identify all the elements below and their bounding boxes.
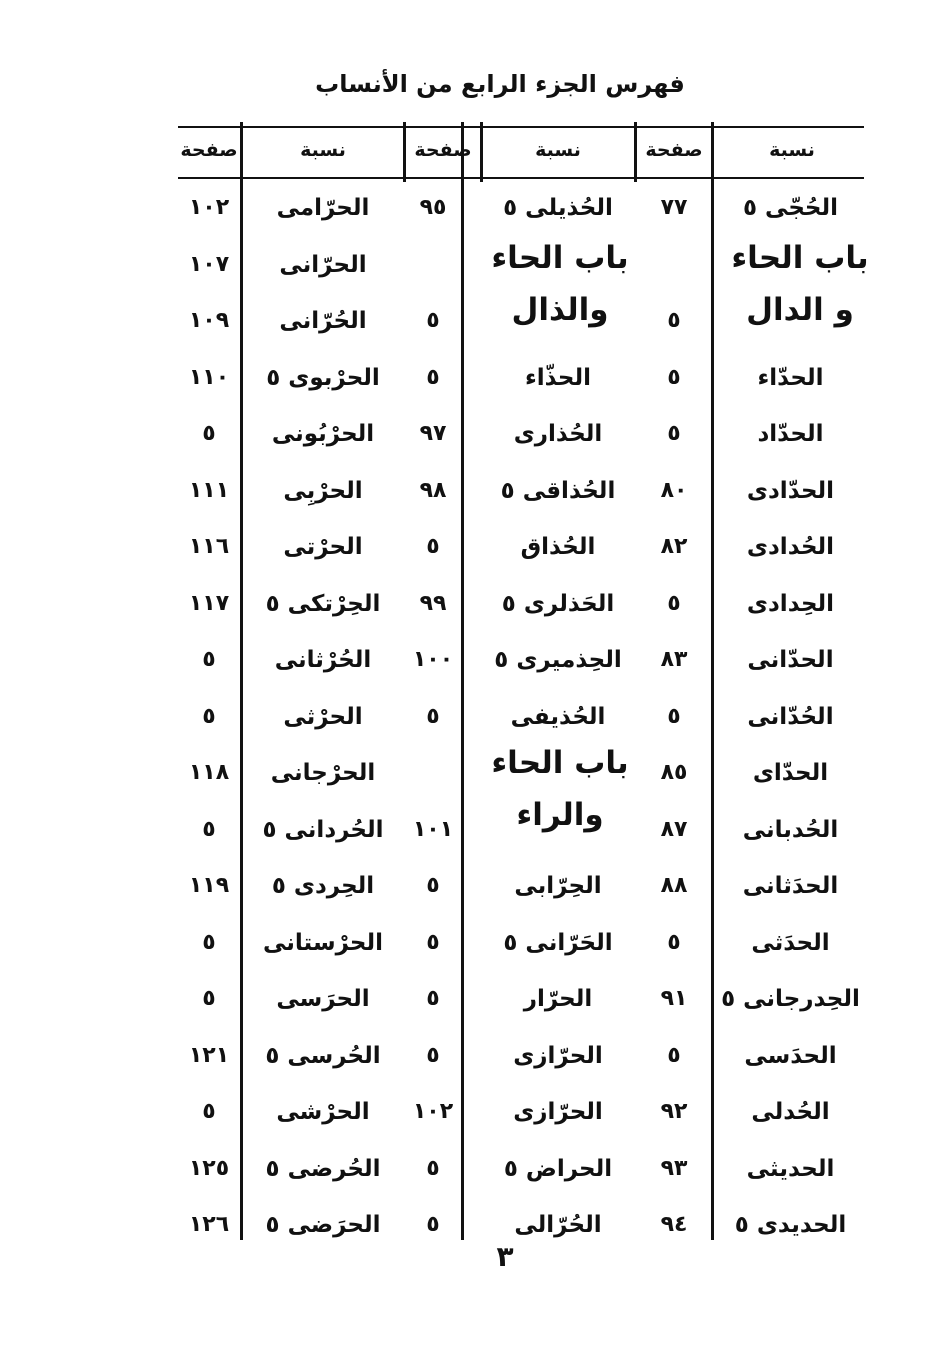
- header-name-col2: نسبة: [535, 139, 581, 161]
- entry-page: ١٠٢: [188, 195, 230, 220]
- entry-name: الحُذارى: [513, 421, 603, 447]
- entry-page: ١٠٠: [412, 647, 454, 672]
- entry-name: الحرْتى: [283, 534, 363, 560]
- entry-page: ٩٩: [419, 590, 447, 616]
- entry-name: الحرْجانى: [270, 760, 376, 786]
- entry-page: [637, 237, 711, 293]
- entry-page: ١١٨: [188, 760, 230, 785]
- section-heading: والذال: [511, 292, 609, 328]
- entry-name: الحِدرجانى ٥: [721, 986, 860, 1012]
- entry-page: ٥: [667, 1042, 681, 1068]
- entry-name: الحرْشى: [276, 1099, 370, 1125]
- entry-page: ١٠٩: [188, 308, 230, 333]
- entry-page: ١١٧: [188, 590, 230, 616]
- entry-page: ٩١: [660, 986, 688, 1011]
- entry-page: ١١٩: [188, 873, 230, 898]
- entry-page: ٥: [667, 590, 681, 616]
- entry-name: الحراض ٥: [503, 1155, 613, 1182]
- page-title: فهرس الجزء الرابع من الأنساب: [315, 70, 685, 98]
- entry-name: الحذّاء: [524, 364, 592, 391]
- entry-page: ٨٨: [660, 873, 688, 898]
- column-divider: [711, 122, 714, 1240]
- top-rule: [178, 126, 864, 128]
- entry-page: ٩٤: [660, 1212, 688, 1237]
- entry-name: الحُذاقى ٥: [500, 477, 616, 504]
- entry-name: الحرْبِى: [283, 477, 363, 504]
- entry-name: الحدّاء: [757, 364, 824, 391]
- entry-page: ٥: [202, 929, 216, 955]
- entry-name: الحديدى ٥: [734, 1212, 847, 1238]
- section-heading: باب الحاء: [731, 240, 869, 276]
- entry-name: الحرْبُونى: [271, 421, 375, 447]
- entry-name: الحرَضى ٥: [265, 1212, 381, 1238]
- entry-page: ٥: [426, 703, 440, 729]
- entry-page: ٥: [426, 308, 440, 333]
- entry-name: الحدَثانى: [742, 873, 839, 899]
- entry-name: الحُدادى: [746, 534, 835, 560]
- entry-name: الحِرّابى: [514, 873, 602, 899]
- entry-page: ٩٨: [419, 477, 447, 503]
- column-divider: [240, 122, 243, 1240]
- entry-page: ٥: [426, 1212, 440, 1237]
- entry-name: الحُدّانى: [747, 703, 834, 730]
- entry-name: الحُذاق: [520, 534, 596, 560]
- entry-name: الحرّازى: [513, 1099, 603, 1125]
- entry-page: ٥: [667, 703, 681, 729]
- entry-page: ٨٠: [660, 477, 688, 503]
- entry-name: الحُرضى ٥: [265, 1155, 381, 1182]
- entry-page: ٥: [426, 364, 440, 390]
- entry-page: ٨٥: [660, 760, 688, 785]
- entry-name: الحدّانى: [747, 647, 834, 673]
- entry-name: الحِدادى: [746, 590, 835, 617]
- entry-name: الحرَسى: [276, 986, 370, 1012]
- entry-name: الحِردى ٥: [271, 873, 375, 899]
- entry-page: ١١١: [188, 477, 230, 503]
- entry-name: الحرْستانى: [263, 929, 383, 956]
- entry-page: ١٠٧: [188, 251, 230, 277]
- entry-page: ٥: [426, 873, 440, 898]
- entry-name: الحِرْتكى ٥: [265, 590, 381, 617]
- entry-name: الحُدبانى: [742, 816, 839, 843]
- entry-page: ١٠١: [412, 816, 454, 842]
- header-page-col1: صفحة: [645, 139, 703, 161]
- section-heading: باب الحاء: [491, 240, 629, 276]
- header-page-col3: صفحة: [180, 139, 238, 161]
- entry-page: ٥: [202, 816, 216, 842]
- entry-page: ١٢٦: [188, 1212, 230, 1237]
- entry-name: الحُردانى ٥: [262, 816, 384, 843]
- entry-name: الحَذلرى ٥: [501, 590, 615, 617]
- entry-page: ٨٢: [660, 534, 688, 559]
- entry-name: الحُذيفى: [510, 703, 606, 730]
- entry-page: [405, 237, 461, 293]
- entry-page: ٥: [426, 1155, 440, 1181]
- page-number: ٣: [496, 1240, 514, 1273]
- entry-page: ١١٠: [188, 364, 230, 390]
- entry-name: الحرْثى: [283, 703, 363, 730]
- entry-name: الحدَسى: [744, 1042, 837, 1069]
- entry-page: ٨٧: [660, 816, 688, 842]
- entry-name: الحرْبوى ٥: [266, 364, 380, 391]
- entry-page: [405, 745, 461, 801]
- entry-page: ١٠٢: [412, 1099, 454, 1124]
- entry-name: الحدَثى: [751, 929, 830, 956]
- header-rule: [178, 177, 864, 179]
- column-divider: [461, 122, 464, 1240]
- section-heading: و الدال: [746, 292, 854, 328]
- entry-page: ٩٣: [660, 1155, 688, 1181]
- entry-name: الحُدلى: [751, 1099, 830, 1125]
- entry-name: الحُذيلى ٥: [503, 195, 613, 221]
- entry-name: الحدّاى: [752, 760, 829, 786]
- entry-page: ٥: [426, 986, 440, 1011]
- entry-page: ٥: [667, 308, 681, 333]
- entry-page: ١٢١: [188, 1042, 230, 1068]
- entry-page: ٥: [202, 703, 216, 729]
- entry-page: ٥: [426, 534, 440, 559]
- entry-page: ٩٧: [419, 421, 447, 446]
- entry-page: ٩٢: [660, 1099, 688, 1124]
- entry-name: الحرّامى: [276, 195, 370, 221]
- entry-page: ٥: [426, 929, 440, 955]
- entry-name: الحَرّانى ٥: [503, 929, 613, 956]
- entry-page: ٥: [667, 364, 681, 390]
- entry-name: الحدّاد: [757, 421, 824, 447]
- entry-page: ٥: [202, 647, 216, 672]
- entry-name: الحُرْثانى: [274, 647, 372, 673]
- entry-name: الحُرسى ٥: [265, 1042, 381, 1069]
- entry-page: ٥: [202, 986, 216, 1011]
- entry-name: الحديثى: [746, 1155, 835, 1182]
- header-page-col2: صفحة: [414, 139, 472, 161]
- entry-name: الحُجّى ٥: [743, 195, 838, 221]
- header-name-col1: نسبة: [769, 139, 815, 161]
- entry-name: الحُرّالى: [514, 1212, 602, 1238]
- header-name-col3: نسبة: [300, 139, 346, 161]
- entry-page: ١١٦: [188, 534, 230, 559]
- entry-name: الحدّادى: [746, 477, 835, 504]
- entry-page: ٥: [667, 421, 681, 446]
- entry-name: الحرّار: [523, 986, 593, 1012]
- entry-page: ٩٥: [419, 195, 447, 220]
- entry-page: ٧٧: [660, 195, 688, 220]
- entry-page: ٨٣: [660, 647, 688, 672]
- entry-name: الحُرّانى: [279, 308, 367, 334]
- entry-name: الحرّازى: [513, 1042, 603, 1069]
- entry-page: ٥: [202, 421, 216, 446]
- section-heading: باب الحاء: [491, 745, 629, 781]
- entry-page: ٥: [667, 929, 681, 955]
- section-heading: والراء: [516, 797, 604, 833]
- entry-page: ٥: [426, 1042, 440, 1068]
- entry-name: الحرّانى: [279, 251, 367, 278]
- entry-page: ٥: [202, 1099, 216, 1124]
- entry-page: ١٢٥: [188, 1155, 230, 1181]
- entry-name: الحِذميرى ٥: [494, 647, 622, 673]
